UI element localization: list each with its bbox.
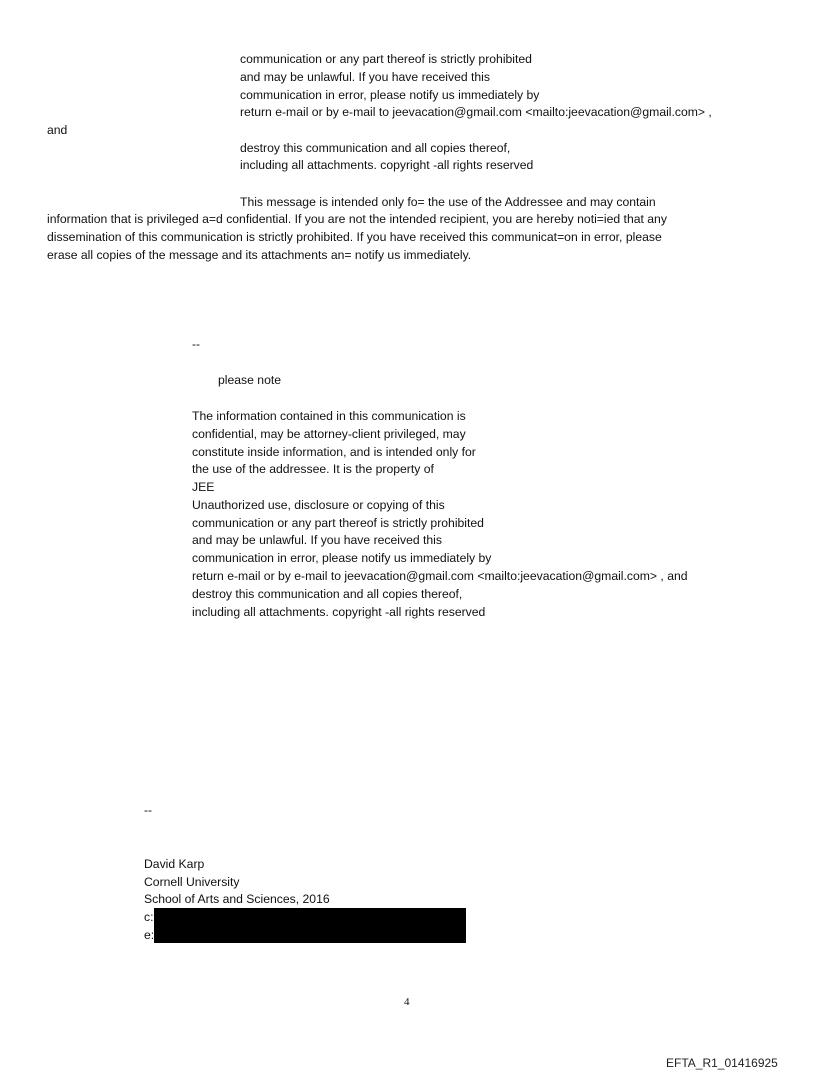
block3-line-6: Unauthorized use, disclosure or copying of this	[192, 498, 445, 512]
document-id: EFTA_R1_01416925	[666, 1056, 778, 1070]
block3-heading: please note	[218, 373, 282, 387]
block3-line-9: communication in error, please notify us immediately by	[192, 551, 492, 565]
signature-name: David Karp	[144, 857, 205, 871]
redaction-block	[154, 908, 466, 943]
page-number: 4	[404, 996, 410, 1008]
block2-line-4: erase all copies of the message and its attachments an= notify us immediately.	[47, 248, 472, 262]
signature-school: School of Arts and Sciences, 2016	[144, 892, 330, 906]
block3-line-5: JEE	[192, 480, 215, 494]
block1-line-5: and	[47, 123, 68, 137]
block2-line-1: This message is intended only fo= the use of the Addressee and may contain	[240, 195, 656, 209]
block1-line-4: return e-mail or by e-mail to jeevacation@gmail.com <mailto:jeevacation@gmail.com> ,	[240, 105, 712, 119]
block3-line-12: including all attachments. copyright -all rights reserved	[192, 605, 486, 619]
signature-separator: --	[144, 803, 153, 817]
block3-line-11: destroy this communication and all copies thereof,	[192, 587, 463, 601]
block3-line-7: communication or any part thereof is strictly prohibited	[192, 516, 484, 530]
block2-line-3: dissemination of this communication is strictly prohibited. If you have received this communicat=on in error, please	[47, 230, 662, 244]
block1-line-7: including all attachments. copyright -all rights reserved	[240, 158, 534, 172]
block1-line-2: and may be unlawful. If you have received this	[240, 70, 490, 84]
block1-line-3: communication in error, please notify us immediately by	[240, 88, 540, 102]
block3-line-1: The information contained in this communication is	[192, 409, 466, 423]
block3-line-4: the use of the addressee. It is the property of	[192, 462, 434, 476]
block1-line-6: destroy this communication and all copies thereof,	[240, 141, 511, 155]
block3-line-10: return e-mail or by e-mail to jeevacation@gmail.com <mailto:jeevacation@gmail.com> , and	[192, 569, 688, 583]
signature-e-label: e:	[144, 928, 155, 942]
signature-org: Cornell University	[144, 875, 240, 889]
block2-line-2: information that is privileged a=d confidential. If you are not the intended recipient, you are hereby noti=ied that any	[47, 212, 667, 226]
block3-separator: --	[192, 337, 201, 351]
block3-line-8: and may be unlawful. If you have received this	[192, 533, 442, 547]
block3-line-2: confidential, may be attorney-client privileged, may	[192, 427, 466, 441]
block3-line-3: constitute inside information, and is intended only for	[192, 445, 476, 459]
block1-line-1: communication or any part thereof is strictly prohibited	[240, 52, 532, 66]
signature-c-label: c:	[144, 910, 154, 924]
